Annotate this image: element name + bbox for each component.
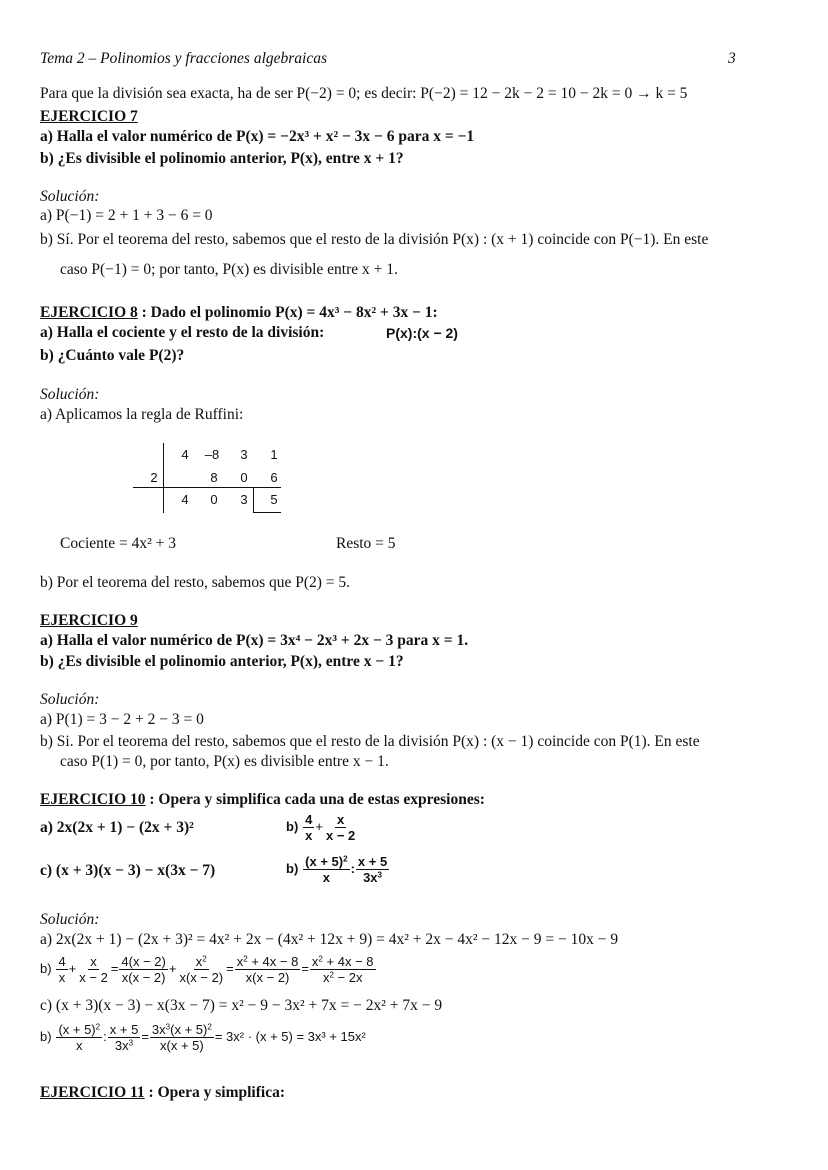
ex10-item-d: b) $\frac{(x + 5)^2}{x}$ : $\frac{x + 5}{3x^3}$ bbox=[286, 853, 388, 885]
ex7-heading: EJERCICIO 7 bbox=[40, 108, 138, 125]
ex9-solution-a: a) P(1) = 3 − 2 + 2 − 3 = 0 bbox=[40, 711, 204, 728]
ruffini-coef: 4 bbox=[181, 447, 189, 462]
ex10-heading-rest: : Opera y simplifica cada una de estas expresiones: bbox=[145, 791, 485, 808]
ruffini-product: 6 bbox=[270, 470, 278, 485]
ex10-item-d-label: b) bbox=[286, 861, 299, 876]
ex8-heading-rest: : Dado el polinomio P(x) = 4x³ − 8x² + 3x − 1: bbox=[137, 304, 438, 321]
ex8-question-b: b) ¿Cuánto vale P(2)? bbox=[40, 347, 185, 364]
ex11-heading-rest: : Opera y simplifica: bbox=[144, 1084, 285, 1101]
ex10-solution-b: b) $\frac{4}{x}$ + $\frac{x}{x - 2}$ = $\frac{4(x - 2)}{x(x - 2)}$ + $\frac{x^2}{x(x - 2)}$ = $\frac{x^2 + 4x - 8}{x(x - 2)}$ = $\frac{x^2 + 4x - 8}{x^2 - 2x}$ bbox=[40, 953, 374, 985]
fraction: $\frac{4(x - 2)}{x(x - 2)}$ bbox=[121, 953, 166, 985]
ex7-question-a: a) Halla el valor numérico de P(x) = −2x³ + x² − 3x − 6 para x = −1 bbox=[40, 128, 475, 145]
ex10-solution-b-label: b) bbox=[40, 961, 52, 976]
intro-line: Para que la división sea exacta, ha de ser P(−2) = 0; es decir: P(−2) = 12 − 2k − 2 = 10 − 2k = 0 → k = 5 bbox=[40, 85, 688, 102]
fraction: $\frac{x + 5}{3x^3}$ bbox=[109, 1021, 139, 1053]
ex8-solution-a: a) Aplicamos la regla de Ruffini: bbox=[40, 406, 244, 423]
ex9-question-b: b) ¿Es divisible el polinomio anterior, P(x), entre x − 1? bbox=[40, 653, 404, 670]
ex10-solution-label: Solución: bbox=[40, 911, 100, 928]
ex8-division-expr: P(x):(x − 2) bbox=[386, 325, 458, 341]
ruffini-product: 0 bbox=[240, 470, 248, 485]
ruffini-horizontal-line bbox=[133, 487, 281, 488]
ex9-solution-b-line2: caso P(1) = 0, por tanto, P(x) es divisible entre x − 1. bbox=[60, 753, 389, 770]
ruffini-remainder-box-bottom bbox=[253, 512, 281, 513]
ex9-question-a: a) Halla el valor numérico de P(x) = 3x⁴ − 2x³ + 2x − 3 para x = 1. bbox=[40, 632, 469, 649]
ex11-heading-line bbox=[40, 1083, 285, 1103]
ex8-solution-label: Solución: bbox=[40, 386, 100, 403]
ex10-item-b-label: b) bbox=[286, 819, 299, 835]
ex10-solution-d-tail: = 3x² · (x + 5) = 3x³ + 15x² bbox=[214, 1029, 366, 1044]
ruffini-product: 8 bbox=[210, 470, 218, 485]
ex8-solution-b: b) Por el teorema del resto, sabemos que P(2) = 5. bbox=[40, 574, 351, 591]
ex10-solution-a: a) 2x(2x + 1) − (2x + 3)² = 4x² + 2x − (4x² + 12x + 9) = 4x² + 2x − 4x² − 12x − 9 = − 10x − 9 bbox=[40, 931, 619, 948]
ex7-solution-label: Solución: bbox=[40, 188, 100, 205]
ruffini-result: 0 bbox=[210, 492, 218, 507]
ex10-item-c: c) (x + 3)(x − 3) − x(3x − 7) bbox=[40, 862, 216, 879]
fraction: $\frac{4}{x}$ bbox=[58, 953, 66, 985]
ex7-question-b: b) ¿Es divisible el polinomio anterior, P(x), entre x + 1? bbox=[40, 150, 404, 167]
fraction: $\frac{x}{x - 2}$ bbox=[325, 812, 356, 843]
ex9-solution-b-line1: b) Si. Por el teorema del resto, sabemos que el resto de la división P(x) : (x − 1) coincide con P(1). En este bbox=[40, 733, 700, 750]
ex8-question-a: a) Halla el cociente y el resto de la división: bbox=[40, 324, 325, 341]
ruffini-result: 3 bbox=[240, 492, 248, 507]
fraction: $\frac{4}{x}$ bbox=[305, 812, 313, 843]
ex10-item-a: a) 2x(2x + 1) − (2x + 3)² bbox=[40, 819, 194, 836]
ex8-heading-line bbox=[40, 303, 438, 323]
ruffini-coef: 1 bbox=[270, 447, 278, 462]
fraction: $\frac{x^2}{x(x - 2)}$ bbox=[179, 953, 224, 985]
ex8-resto: Resto = 5 bbox=[336, 535, 396, 552]
ex10-solution-d-label: b) bbox=[40, 1029, 52, 1044]
fraction: $\frac{(x + 5)^2}{x}$ bbox=[58, 1021, 101, 1053]
page-header-title: Tema 2 – Polinomios y fracciones algebraicas bbox=[40, 50, 328, 67]
ex11-heading: EJERCICIO 11 bbox=[40, 1084, 145, 1101]
ex7-solution-a: a) P(−1) = 2 + 1 + 3 − 6 = 0 bbox=[40, 207, 213, 224]
page-number: 3 bbox=[728, 50, 736, 67]
ruffini-coef: –8 bbox=[204, 447, 220, 462]
fraction: $\frac{x}{x - 2}$ bbox=[79, 953, 108, 985]
ex10-heading-line bbox=[40, 790, 485, 810]
ex8-cociente: Cociente = 4x² + 3 bbox=[60, 535, 176, 552]
ex9-solution-label: Solución: bbox=[40, 691, 100, 708]
fraction: $\frac{x + 5}{3x^3}$ bbox=[357, 853, 388, 885]
ex7-solution-b-line1: b) Sí. Por el teorema del resto, sabemos que el resto de la división P(x) : (x + 1) coincide con P(−1). En este bbox=[40, 231, 709, 248]
ex7-solution-b-line2: caso P(−1) = 0; por tanto, P(x) es divisible entre x + 1. bbox=[60, 261, 398, 278]
ex10-solution-c: c) (x + 3)(x − 3) − x(3x − 7) = x² − 9 − 3x² + 7x = − 2x² + 7x − 9 bbox=[40, 997, 443, 1014]
ex10-solution-d: b) $\frac{(x + 5)^2}{x}$ : $\frac{x + 5}{3x^3}$ = $\frac{3x^3(x + 5)^2}{x(x + 5)}$ = 3x² · (x + 5) = 3x³ + 15x² bbox=[40, 1021, 366, 1053]
ex9-heading: EJERCICIO 9 bbox=[40, 612, 138, 629]
ruffini-coef: 3 bbox=[240, 447, 248, 462]
fraction: $\frac{x^2 + 4x - 8}{x(x - 2)}$ bbox=[236, 953, 299, 985]
ruffini-result: 4 bbox=[181, 492, 189, 507]
ex8-heading: EJERCICIO 8 bbox=[40, 304, 138, 321]
ruffini-remainder: 5 bbox=[270, 492, 278, 507]
fraction: $\frac{x^2 + 4x - 8}{x^2 - 2x}$ bbox=[311, 953, 374, 985]
fraction: $\frac{3x^3(x + 5)^2}{x(x + 5)}$ bbox=[151, 1021, 212, 1053]
ex10-item-b: b) $\frac{4}{x}$ + $\frac{x}{x - 2}$ bbox=[286, 812, 356, 843]
ex10-heading: EJERCICIO 10 bbox=[40, 791, 146, 808]
ruffini-divisor: 2 bbox=[150, 470, 158, 485]
fraction: $\frac{(x + 5)^2}{x}$ bbox=[305, 853, 348, 885]
